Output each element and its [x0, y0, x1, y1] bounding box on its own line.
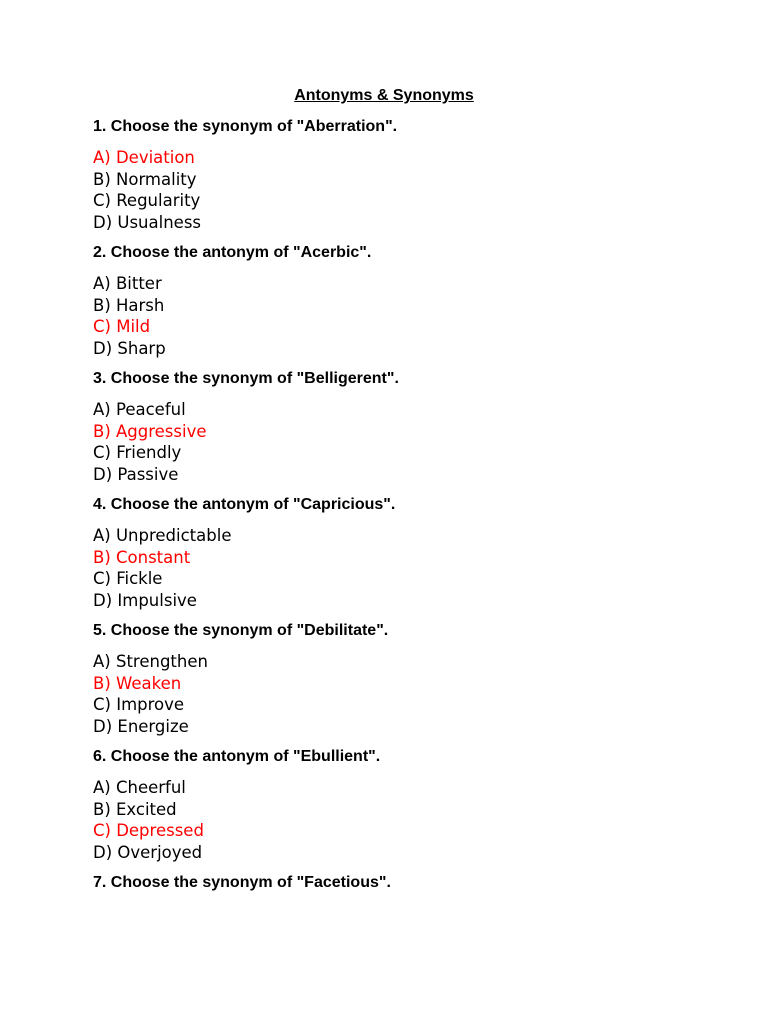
option-list — [93, 147, 713, 233]
answer-option: C) Regularity — [93, 191, 201, 210]
answer-option-correct: C) Mild — [93, 317, 151, 336]
answer-option: D) Sharp — [93, 338, 166, 358]
answer-option: C) Fickle — [93, 569, 163, 588]
option-list — [93, 525, 713, 611]
answer-option-correct: C) Depressed — [93, 821, 204, 840]
answer-option: C) Improve — [93, 695, 185, 714]
question-text: 3. Choose the synonym of "Belligerent". — [93, 370, 399, 387]
question-text: 4. Choose the antonym of "Capricious". — [93, 496, 396, 513]
answer-option: B) Normality — [93, 169, 197, 189]
question-6 — [93, 747, 713, 863]
answer-option: C) Friendly — [93, 443, 182, 462]
question-7 — [93, 873, 713, 893]
question-text: 6. Choose the antonym of "Ebullient". — [93, 748, 381, 765]
answer-option: A) Cheerful — [93, 778, 186, 797]
answer-option: A) Peaceful — [93, 400, 186, 419]
answer-option: D) Overjoyed — [93, 842, 203, 862]
answer-option-correct: B) Constant — [93, 547, 191, 567]
answer-option: A) Bitter — [93, 274, 162, 293]
document-title: Antonyms & Synonyms — [294, 87, 474, 104]
option-list — [93, 399, 713, 485]
question-text: 1. Choose the synonym of "Aberration". — [93, 118, 398, 135]
question-5 — [93, 621, 713, 737]
answer-option: D) Impulsive — [93, 590, 197, 610]
answer-option: B) Harsh — [93, 295, 165, 315]
question-3 — [93, 369, 713, 485]
answer-option: D) Passive — [93, 464, 179, 484]
option-list — [93, 651, 713, 737]
question-4 — [93, 495, 713, 611]
answer-option: A) Unpredictable — [93, 526, 232, 545]
option-list — [93, 273, 713, 359]
answer-option: D) Usualness — [93, 212, 202, 232]
question-2 — [93, 243, 713, 359]
option-list — [93, 777, 713, 863]
question-1 — [93, 117, 713, 233]
answer-option: A) Strengthen — [93, 652, 208, 671]
answer-option: B) Excited — [93, 799, 177, 819]
question-text: 5. Choose the synonym of "Debilitate". — [93, 622, 389, 639]
answer-option: D) Energize — [93, 716, 189, 736]
answer-option-correct: B) Aggressive — [93, 421, 207, 441]
question-text: 2. Choose the antonym of "Acerbic". — [93, 244, 372, 261]
answer-option-correct: A) Deviation — [93, 148, 195, 167]
question-list — [93, 117, 713, 903]
answer-option-correct: B) Weaken — [93, 673, 182, 693]
question-text: 7. Choose the synonym of "Facetious". — [93, 874, 391, 891]
